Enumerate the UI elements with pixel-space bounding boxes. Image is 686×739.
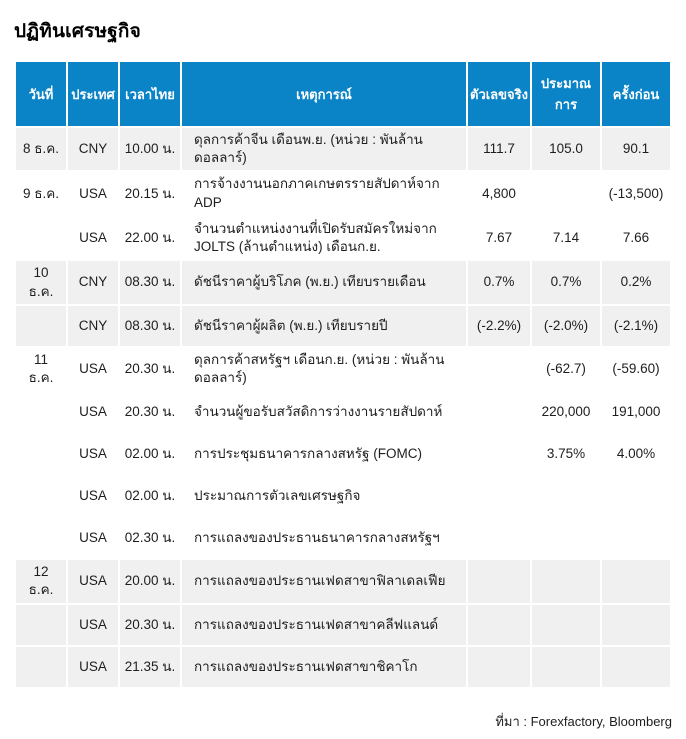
table-row bbox=[16, 392, 670, 432]
cell-event: ประมาณการตัวเลขเศรษฐกิจ bbox=[182, 476, 466, 516]
table-row bbox=[16, 261, 670, 303]
cell-forecast: 105.0 bbox=[532, 128, 600, 170]
cell-date bbox=[16, 434, 66, 474]
column-header-date: วันที่ bbox=[16, 62, 66, 126]
table-row bbox=[16, 306, 670, 346]
cell-forecast: 3.75% bbox=[532, 434, 600, 474]
cell-date bbox=[16, 392, 66, 432]
cell-event: การแถลงของประธานเฟดสาขาชิคาโก bbox=[182, 647, 466, 687]
cell-event: ดัชนีราคาผู้บริโภค (พ.ย.) เทียบรายเดือน bbox=[182, 261, 466, 303]
cell-event: การจ้างงานนอกภาคเกษตรรายสัปดาห์จาก ADP bbox=[182, 172, 466, 214]
cell-actual: 7.67 bbox=[468, 217, 530, 259]
cell-country: CNY bbox=[68, 128, 118, 170]
cell-previous: (-59.60) bbox=[602, 348, 670, 390]
cell-date: 12 ธ.ค. bbox=[16, 560, 66, 602]
column-header-event: เหตุการณ์ bbox=[182, 62, 466, 126]
cell-event: จำนวนผู้ขอรับสวัสดิการว่างงานรายสัปดาห์ bbox=[182, 392, 466, 432]
cell-forecast: 0.7% bbox=[532, 261, 600, 303]
cell-country: USA bbox=[68, 434, 118, 474]
cell-forecast: 220,000 bbox=[532, 392, 600, 432]
column-header-country: ประเทศ bbox=[68, 62, 118, 126]
cell-time: 22.00 น. bbox=[120, 217, 180, 259]
cell-actual: (-2.2%) bbox=[468, 306, 530, 346]
cell-actual bbox=[468, 605, 530, 645]
cell-actual bbox=[468, 647, 530, 687]
column-header-previous: ครั้งก่อน bbox=[602, 62, 670, 126]
cell-event: การประชุมธนาคารกลางสหรัฐ (FOMC) bbox=[182, 434, 466, 474]
cell-date bbox=[16, 647, 66, 687]
table-row bbox=[16, 348, 670, 390]
cell-previous: (-13,500) bbox=[602, 172, 670, 214]
cell-previous: 0.2% bbox=[602, 261, 670, 303]
cell-date: 10 ธ.ค. bbox=[16, 261, 66, 303]
cell-time: 20.30 น. bbox=[120, 605, 180, 645]
cell-forecast bbox=[532, 605, 600, 645]
cell-previous bbox=[602, 647, 670, 687]
cell-previous: 90.1 bbox=[602, 128, 670, 170]
cell-country: USA bbox=[68, 605, 118, 645]
cell-actual: 0.7% bbox=[468, 261, 530, 303]
cell-previous: 4.00% bbox=[602, 434, 670, 474]
cell-time: 20.15 น. bbox=[120, 172, 180, 214]
cell-forecast: (-2.0%) bbox=[532, 306, 600, 346]
cell-actual: 111.7 bbox=[468, 128, 530, 170]
cell-time: 08.30 น. bbox=[120, 306, 180, 346]
cell-time: 02.30 น. bbox=[120, 518, 180, 558]
cell-country: USA bbox=[68, 476, 118, 516]
cell-forecast: 7.14 bbox=[532, 217, 600, 259]
cell-event: การแถลงของประธานเฟดสาขาคลีฟแลนด์ bbox=[182, 605, 466, 645]
cell-actual: 4,800 bbox=[468, 172, 530, 214]
table-row bbox=[16, 560, 670, 602]
cell-actual bbox=[468, 476, 530, 516]
cell-time: 02.00 น. bbox=[120, 476, 180, 516]
cell-time: 20.00 น. bbox=[120, 560, 180, 602]
cell-actual bbox=[468, 434, 530, 474]
cell-time: 02.00 น. bbox=[120, 434, 180, 474]
cell-country: USA bbox=[68, 217, 118, 259]
cell-event: ดุลการค้าสหรัฐฯ เดือนก.ย. (หน่วย : พันล้านดอลลาร์) bbox=[182, 348, 466, 390]
cell-forecast bbox=[532, 476, 600, 516]
cell-previous: 191,000 bbox=[602, 392, 670, 432]
table-header-row bbox=[16, 62, 670, 126]
cell-date bbox=[16, 217, 66, 259]
column-header-time: เวลาไทย bbox=[120, 62, 180, 126]
table-row bbox=[16, 434, 670, 474]
cell-country: USA bbox=[68, 392, 118, 432]
cell-country: USA bbox=[68, 560, 118, 602]
cell-event: การแถลงของประธานเฟดสาขาฟิลาเดลเฟีย bbox=[182, 560, 466, 602]
cell-event: ดุลการค้าจีน เดือนพ.ย. (หน่วย : พันล้านดอลลาร์) bbox=[182, 128, 466, 170]
table-row bbox=[16, 605, 670, 645]
cell-event: ดัชนีราคาผู้ผลิต (พ.ย.) เทียบรายปี bbox=[182, 306, 466, 346]
cell-country: USA bbox=[68, 172, 118, 214]
source-note: ที่มา : Forexfactory, Bloomberg bbox=[495, 713, 672, 729]
cell-previous bbox=[602, 476, 670, 516]
economic-calendar-table bbox=[14, 60, 672, 689]
cell-time: 08.30 น. bbox=[120, 261, 180, 303]
cell-country: USA bbox=[68, 518, 118, 558]
cell-country: USA bbox=[68, 647, 118, 687]
cell-country: CNY bbox=[68, 261, 118, 303]
cell-previous: (-2.1%) bbox=[602, 306, 670, 346]
cell-forecast bbox=[532, 560, 600, 602]
page-title: ปฏิทินเศรษฐกิจ bbox=[14, 21, 141, 42]
cell-date bbox=[16, 518, 66, 558]
cell-time: 21.35 น. bbox=[120, 647, 180, 687]
table-row bbox=[16, 476, 670, 516]
cell-forecast: (-62.7) bbox=[532, 348, 600, 390]
table-row bbox=[16, 172, 670, 214]
cell-previous bbox=[602, 518, 670, 558]
table-row bbox=[16, 217, 670, 259]
cell-date bbox=[16, 306, 66, 346]
cell-previous: 7.66 bbox=[602, 217, 670, 259]
cell-country: CNY bbox=[68, 306, 118, 346]
column-header-actual: ตัวเลขจริง bbox=[468, 62, 530, 126]
cell-actual bbox=[468, 348, 530, 390]
cell-event: จำนวนตำแหน่งงานที่เปิดรับสมัครใหม่จาก JOLTS (ล้านตำแหน่ง) เดือนก.ย. bbox=[182, 217, 466, 259]
cell-actual bbox=[468, 392, 530, 432]
cell-date: 8 ธ.ค. bbox=[16, 128, 66, 170]
cell-country: USA bbox=[68, 348, 118, 390]
cell-forecast bbox=[532, 518, 600, 558]
cell-forecast bbox=[532, 647, 600, 687]
cell-date bbox=[16, 476, 66, 516]
table-row bbox=[16, 518, 670, 558]
cell-forecast bbox=[532, 172, 600, 214]
cell-actual bbox=[468, 518, 530, 558]
cell-date: 11 ธ.ค. bbox=[16, 348, 66, 390]
cell-previous bbox=[602, 560, 670, 602]
table-row bbox=[16, 647, 670, 687]
cell-time: 20.30 น. bbox=[120, 392, 180, 432]
cell-time: 10.00 น. bbox=[120, 128, 180, 170]
cell-event: การแถลงของประธานธนาคารกลางสหรัฐฯ bbox=[182, 518, 466, 558]
cell-date bbox=[16, 605, 66, 645]
cell-date: 9 ธ.ค. bbox=[16, 172, 66, 214]
cell-time: 20.30 น. bbox=[120, 348, 180, 390]
cell-previous bbox=[602, 605, 670, 645]
table-row bbox=[16, 128, 670, 170]
column-header-forecast: ประมาณการ bbox=[532, 62, 600, 126]
cell-actual bbox=[468, 560, 530, 602]
